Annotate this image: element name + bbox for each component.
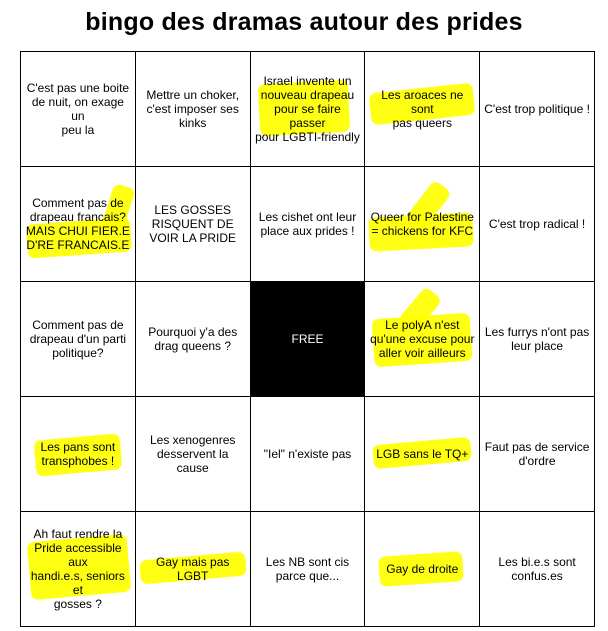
cell-text: Faut pas de service d'ordre — [484, 440, 590, 468]
bingo-cell — [136, 167, 251, 282]
cell-text: C'est pas une boite de nuit, on exage un peu la — [26, 81, 130, 137]
cell-text: Israel invente un nouveau drapeau pour se faire passer pour LGBTI-friendly — [255, 74, 360, 144]
bingo-cell — [480, 512, 595, 627]
bingo-cell — [480, 282, 595, 397]
cell-text: Le polyA n'est qu'une excuse pour aller voir ailleurs — [370, 318, 475, 360]
bingo-cell — [21, 397, 136, 512]
cell-text: Comment pas de drapeau francais? MAIS CHUI FIER.E D'RE FRANCAIS.E — [25, 196, 130, 252]
cell-text: "Iel" n'existe pas — [263, 447, 352, 461]
cell-text: Mettre un choker, c'est imposer ses kinks — [146, 88, 240, 130]
cell-text: Les NB sont cis parce que... — [265, 555, 350, 583]
free-cell — [251, 282, 366, 397]
bingo-cell — [251, 397, 366, 512]
cell-text: Les bi.e.s sont confus.es — [498, 555, 576, 583]
cell-text: Les pans sont transphobes ! — [40, 440, 116, 468]
cell-text: Les xenogenres desservent la cause — [149, 433, 236, 475]
bingo-cell — [21, 512, 136, 627]
bingo-cell — [136, 397, 251, 512]
cell-text: FREE — [291, 332, 324, 346]
bingo-cell — [480, 397, 595, 512]
bingo-cell — [21, 282, 136, 397]
bingo-cell — [21, 167, 136, 282]
cell-text: Pourquoi y'a des drag queens ? — [148, 325, 238, 353]
cell-text: Les furrys n'ont pas leur place — [484, 325, 590, 353]
bingo-grid — [20, 51, 595, 627]
bingo-cell — [251, 167, 366, 282]
bingo-cell — [365, 397, 480, 512]
bingo-cell — [251, 52, 366, 167]
cell-text: LES GOSSES RISQUENT DE VOIR LA PRIDE — [149, 203, 237, 245]
bingo-cell — [365, 512, 480, 627]
cell-text: C'est trop radical ! — [488, 217, 586, 231]
cell-text: Gay mais pas LGBT — [156, 555, 230, 583]
bingo-cell — [251, 512, 366, 627]
cell-text: Gay de droite — [386, 562, 459, 576]
bingo-cell — [480, 52, 595, 167]
bingo-cell — [136, 512, 251, 627]
bingo-cell — [480, 167, 595, 282]
cell-text: Comment pas de drapeau d'un parti politique? — [29, 318, 127, 360]
bingo-cell — [21, 52, 136, 167]
bingo-cell — [365, 167, 480, 282]
cell-text: Les cishet ont leur place aux prides ! — [258, 210, 357, 238]
cell-text: C'est trop politique ! — [484, 102, 590, 116]
page-title: bingo des dramas autour des prides — [85, 8, 523, 36]
cell-text: Ah faut rendre la Pride accessible aux handi.e.s, seniors et gosses ? — [30, 527, 125, 611]
bingo-cell — [365, 282, 480, 397]
bingo-cell — [136, 52, 251, 167]
bingo-cell — [365, 52, 480, 167]
cell-text: Queer for Palestine = chickens for KFC — [370, 210, 474, 238]
cell-text: Les aroaces ne sont pas queers — [381, 88, 464, 130]
bingo-cell — [136, 282, 251, 397]
cell-text: LGB sans le TQ+ — [376, 447, 469, 461]
